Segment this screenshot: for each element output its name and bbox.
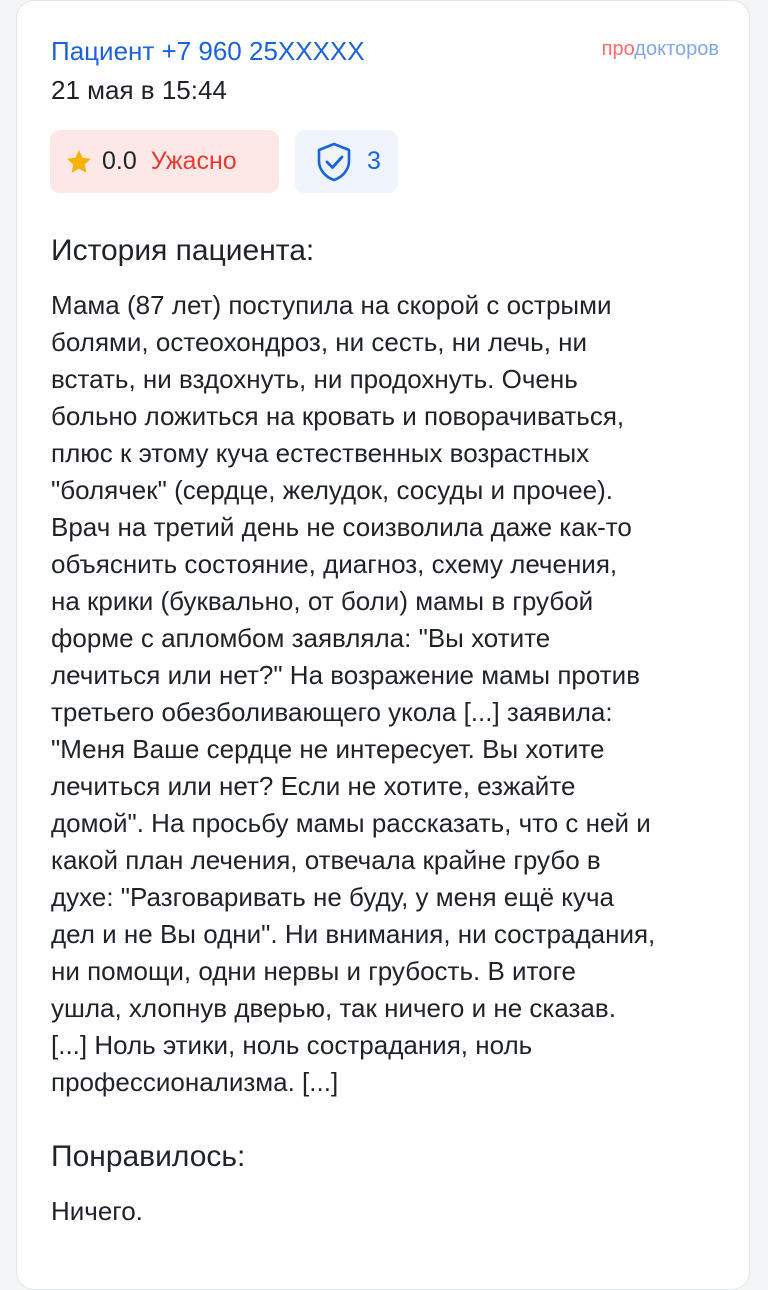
story-line: ни помощи, одни нервы и грубость. В итоге <box>51 956 576 986</box>
story-line: домой". На просьбу мамы рассказать, что с ней и <box>51 808 651 838</box>
story-line: [...] Ноль этики, ноль сострадания, ноль <box>51 1030 533 1060</box>
review-author-link[interactable]: Пациент +7 960 25XXXXX <box>51 36 365 66</box>
story-line: духе: "Разговаривать не буду, у меня ещё куча <box>51 882 614 912</box>
liked-heading: Понравилось: <box>51 1140 246 1173</box>
story-line: "Меня Ваше сердце не интересует. Вы хотите <box>51 734 605 764</box>
story-line: больно ложиться на кровать и поворачиваться, <box>51 401 625 431</box>
prodoctorov-logo[interactable]: продокторов <box>601 38 719 60</box>
story-text <box>51 287 731 1101</box>
shield-check-icon <box>315 141 353 183</box>
story-line: "болячек" (сердце, желудок, сосуды и прочее). <box>51 475 613 505</box>
story-line: какой план лечения, отвечала крайне грубо в <box>51 845 601 875</box>
story-line: дел и не Вы одни". Ни внимания, ни сострадания, <box>51 919 656 949</box>
rating-label: Ужасно <box>150 147 237 175</box>
rating-badge <box>50 130 279 193</box>
story-line: плюс к этому куча естественных возрастных <box>51 438 590 468</box>
story-line: объяснить состояние, диагноз, схему лечения, <box>51 549 618 579</box>
story-heading: История пациента: <box>51 234 315 267</box>
liked-text: Ничего. <box>51 1196 143 1226</box>
rating-value: 0.0 <box>102 147 137 175</box>
story-line: Мама (87 лет) поступила на скорой с острыми <box>51 290 612 320</box>
story-line: на крики (буквально, от боли) мамы в грубой <box>51 586 594 616</box>
story-line: лечиться или нет? Если не хотите, езжайте <box>51 771 576 801</box>
review-date: 21 мая в 15:44 <box>51 75 227 105</box>
verified-count: 3 <box>367 147 381 175</box>
story-line: профессионализма. [...] <box>51 1067 339 1097</box>
story-line: лечиться или нет?" На возражение мамы против <box>51 660 641 690</box>
story-line: третьего обезболивающего укола [...] заявила: <box>51 697 613 727</box>
story-line: Врач на третий день не соизволила даже как-то <box>51 512 632 542</box>
story-line: форме с апломбом заявляла: "Вы хотите <box>51 623 551 653</box>
verified-badge[interactable] <box>295 130 398 193</box>
story-line: болями, остеохондроз, ни сесть, ни лечь, ни <box>51 327 588 357</box>
story-line: ушла, хлопнув дверью, так ничего и не сказав. <box>51 993 616 1023</box>
star-icon <box>64 147 94 177</box>
story-line: встать, ни вздохнуть, ни продохнуть. Очень <box>51 364 578 394</box>
review-card <box>16 0 750 1290</box>
